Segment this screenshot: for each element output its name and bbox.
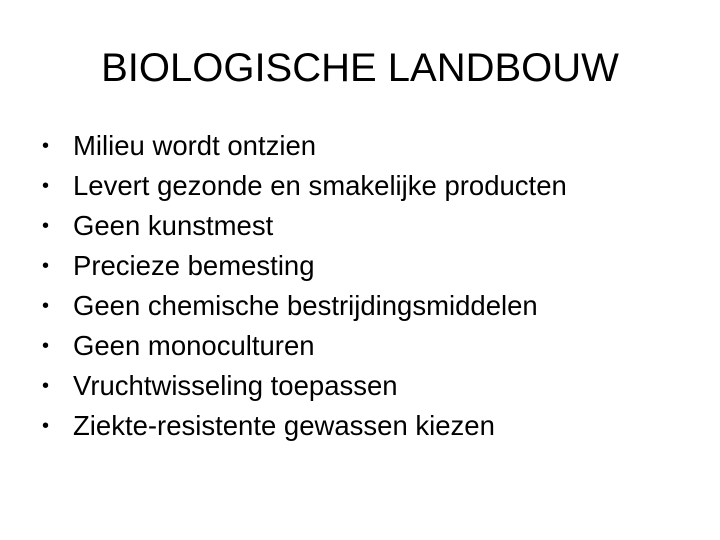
slide-title: BIOLOGISCHE LANDBOUW <box>101 46 619 90</box>
bullet-text: Levert gezonde en smakelijke producten <box>73 170 567 201</box>
bullet-text: Geen chemische bestrijdingsmiddelen <box>73 290 538 321</box>
bullet-icon: • <box>42 335 50 357</box>
bullet-text: Geen monoculturen <box>73 330 315 361</box>
bullet-icon: • <box>42 135 50 157</box>
bullet-text: Ziekte-resistente gewassen kiezen <box>73 410 495 441</box>
bullet-icon: • <box>42 415 50 437</box>
bullet-icon: • <box>42 295 50 317</box>
bullet-text: Geen kunstmest <box>73 210 274 241</box>
bullet-text: Vruchtwisseling toepassen <box>73 370 398 401</box>
bullet-icon: • <box>42 175 50 197</box>
bullet-icon: • <box>42 215 50 237</box>
bullet-icon: • <box>42 255 50 277</box>
bullet-icon: • <box>42 375 50 397</box>
bullet-text: Milieu wordt ontzien <box>73 130 317 161</box>
bullet-text: Precieze bemesting <box>73 250 315 281</box>
